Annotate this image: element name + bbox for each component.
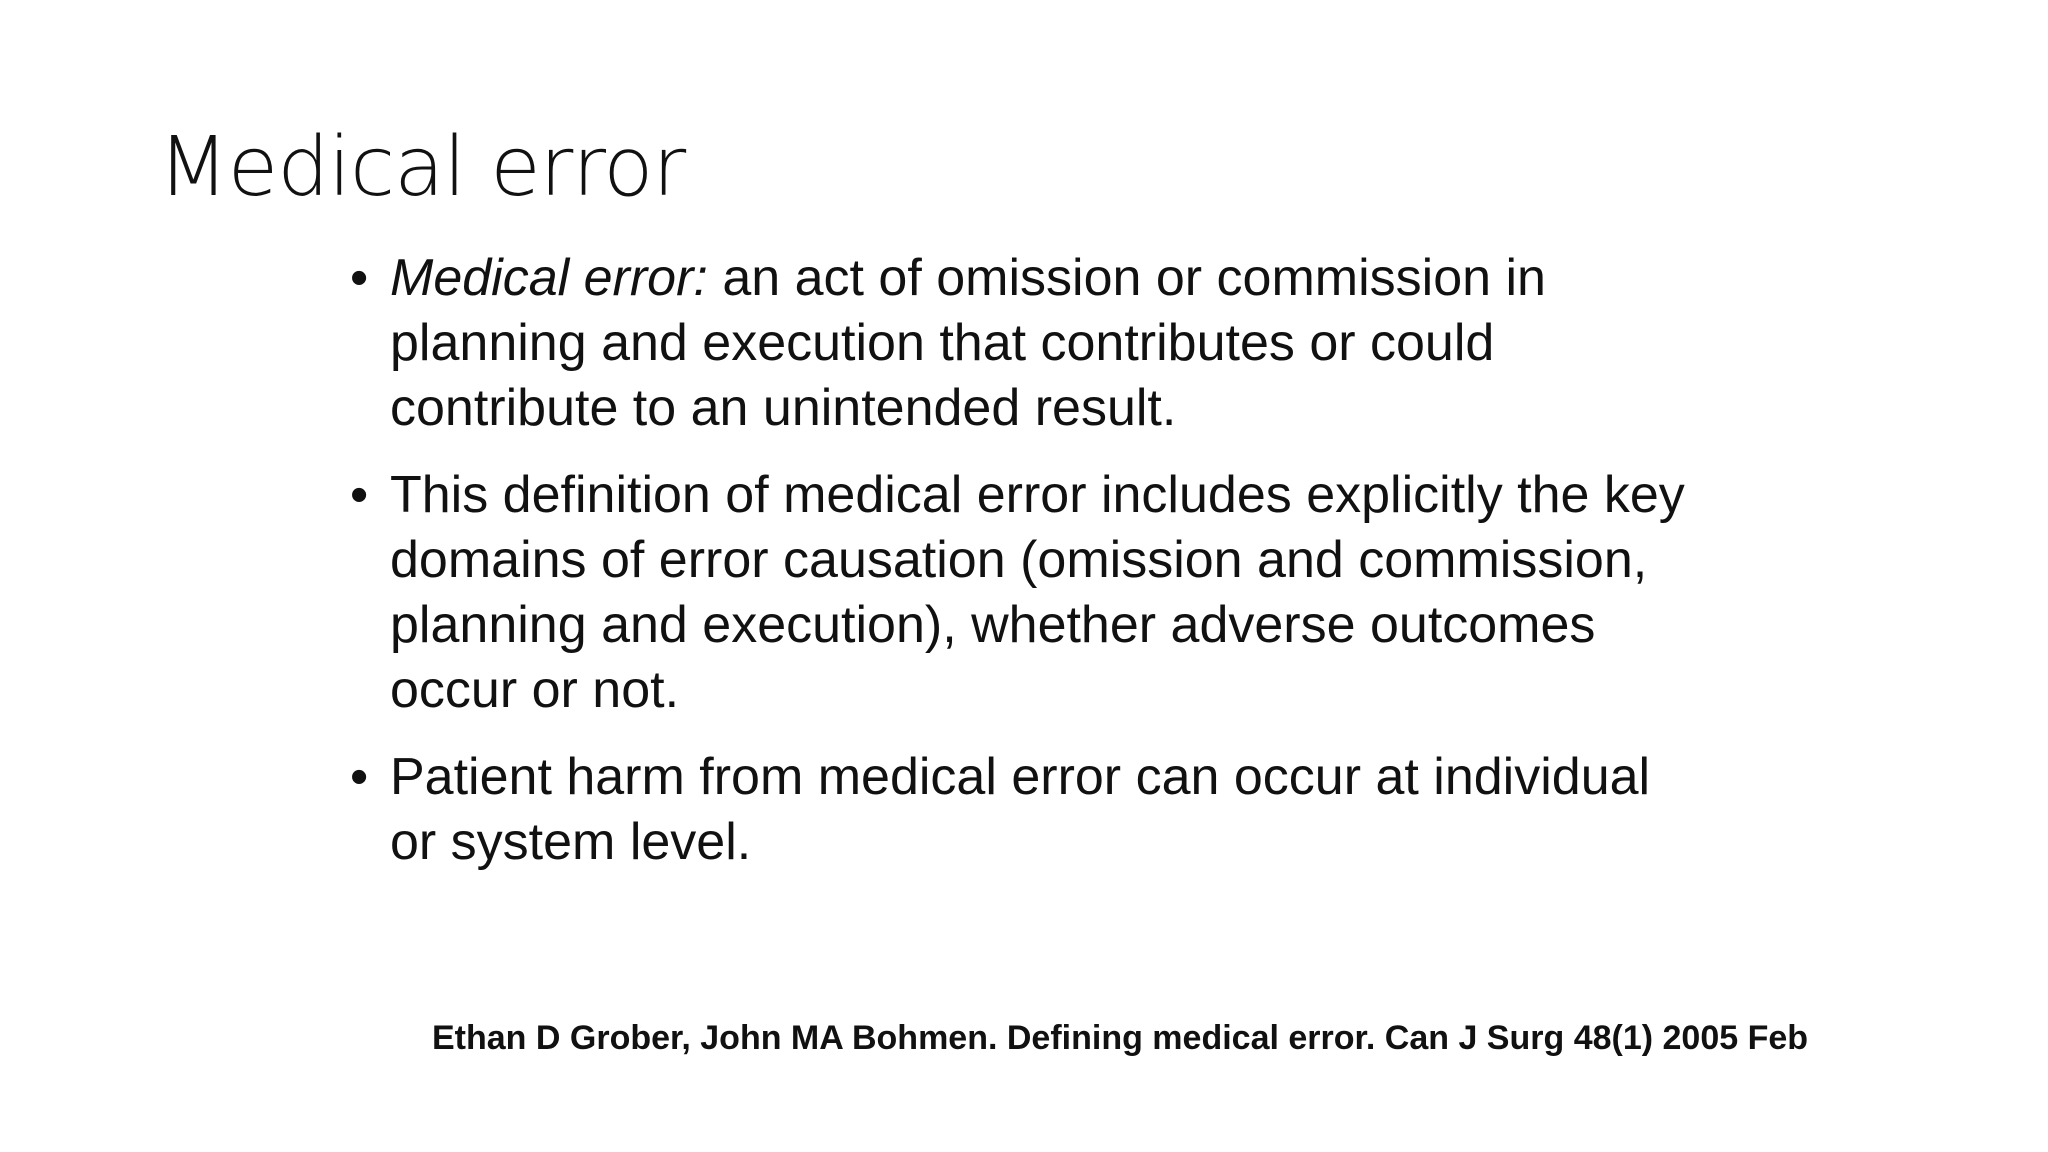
bullet-item-patient-harm	[350, 745, 1710, 875]
bullet-item-domains	[350, 463, 1710, 723]
bullet-glyph: •	[350, 249, 369, 307]
bullet-list	[350, 246, 1710, 897]
bullet-text: This definition of medical error includes explicitly the key domains of error causation (omission and commission, planning and execution), whether adverse outcomes occur or not.	[390, 466, 1685, 719]
bullet-text: an act of omission or commission in planning and execution that contributes or could contribute to an unintended result.	[390, 249, 1546, 437]
bullet-item-definition	[350, 246, 1710, 441]
bullet-text: Patient harm from medical error can occur at individual or system level.	[390, 748, 1651, 871]
slide-title: Medical error	[158, 120, 686, 215]
bullet-term: Medical error:	[390, 249, 708, 307]
bullet-glyph: •	[350, 748, 369, 806]
bullet-glyph: •	[350, 466, 369, 524]
citation: Ethan D Grober, John MA Bohmen. Defining medical error. Can J Surg 48(1) 2005 Feb	[432, 1019, 1809, 1057]
